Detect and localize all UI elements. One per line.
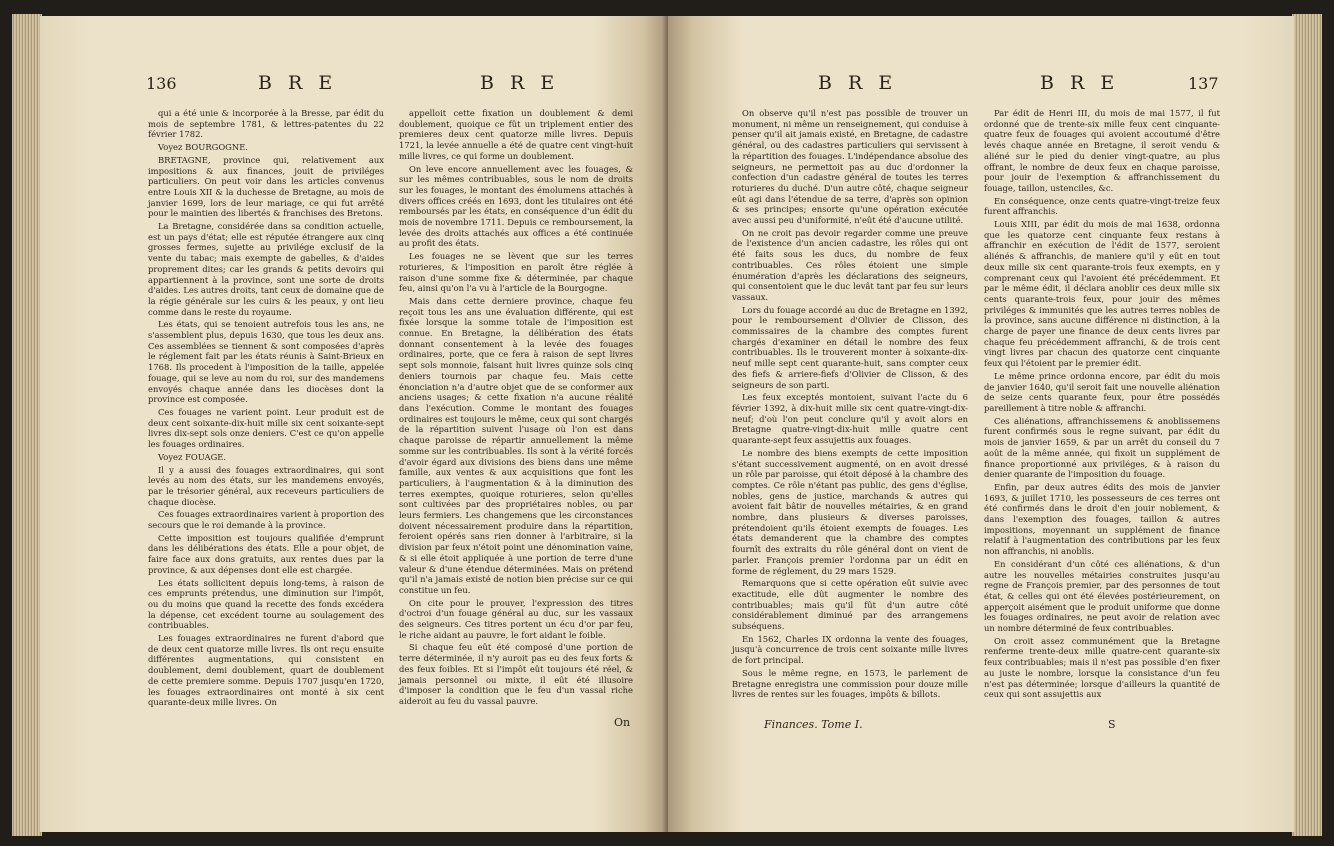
paragraph: En 1562, Charles IX ordonna la vente des fouages, jusqu'à concurrence de trois cent soixante mille livres de fort principal. [732, 633, 968, 666]
paragraph: On leve encore annuellement avec les fouages, & sur les mêmes contribuables, sous le nom de droits sur les fouages, le montant des émolumens attachés à divers offices créés en 1693, dont les titulaires ont été remboursés par les états, en conséquence d'un édit du mois de novembre 1711. Depuis ce remboursement, la levée des droits attachés aux offices a été continuée au profit des états. [399, 163, 633, 249]
paragraph: Voyez FOUAGE. [158, 451, 227, 462]
paragraph: Le même prince ordonna encore, par édit du mois de janvier 1640, qu'il seroit fait une nouvelle aliénation de seize cents quarante feux, pour être possédés pareillement à titre noble & affranchi. [984, 370, 1220, 413]
text-column-1 [148, 108, 384, 710]
paragraph: Enfin, par deux autres édits des mois de janvier 1693, & juillet 1710, les possesseurs de ces terres ont été confirmés dans le droit d'en jouir noblement, & dans l'exemption des fouages, taillon & autres impositions, moyennant un supplément de finance relatif à l'augmentation des contributions par les feux non affranchis, ni anoblis. [984, 481, 1220, 557]
running-head: B R E [818, 72, 898, 94]
paragraph: appelloit cette fixation un doublement & demi doublement, quoique ce fût un triplement entier des premieres deux cent quatorze mille livres. Depuis 1721, la levée annuelle a été de quatre cent vingt-huit mille livres, ce qui forme un doublement. [399, 108, 633, 161]
paragraph: Les états, qui se tenoient autrefois tous les ans, ne s'assemblent plus, depuis 1630, que tous les deux ans. Ces assemblées se tiennent & sont composées d'après le réglement fait par les états réunis à Saint-Brieux en 1768. Ils procedent à l'imposition de la taille, appelée fouage, qui se leve au nom du roi, sur des mandemens envoyés chaque année dans les diocèses dont la province est composée. [148, 319, 384, 405]
running-head: B R E [480, 72, 560, 94]
running-head: B R E [1040, 72, 1120, 94]
page-edges-left [12, 14, 42, 836]
text-column-1 [732, 108, 968, 702]
volume-footer: Finances. Tome I. [764, 718, 863, 731]
paragraph: Cette imposition est toujours qualifiée d'emprunt dans les délibérations des états. Elle a pour objet, de faire face aux dons gratuits, aux rentes dues par la province, & aux dépenses dont elle est chargée. [148, 532, 384, 575]
paragraph: Remarquons que si cette opération eût suivie avec exactitude, elle dût augmenter le nombre des contribuables; mais qu'il fût d'un autre côté considérablement diminué par des arrangemens subséquens. [732, 578, 968, 632]
signature-mark: S [1108, 718, 1116, 731]
text-column-2 [399, 108, 633, 709]
left-page [40, 16, 668, 832]
paragraph: Louis XIII, par édit du mois de mai 1638, ordonna que les quatorze cent cinquante feux restans à affranchir en exécution de l'édit de 1577, seroient aliénés & affranchis, de maniere qu'il y eût en tout deux mille six cent quarante-trois feux exempts, en y comprenant ceux qui l'avoient été précédemment. Et par le même édit, il déclara anoblir ces deux mille six cents quarante-trois feux, pour jouir des mêmes priviléges & immunités que les autres terres nobles de la province, sans aucune différence ni distinction, à la charge de payer une finance de deux cents livres par chaque feu précédemment affranchi, & de trois cent vingt livres par chacun des quatorze cent cinquante feux qui l'étoient par le premier édit. [984, 219, 1220, 369]
paragraph: On ne croit pas devoir regarder comme une preuve de l'existence d'un ancien cadastre, les rôles qui ont été faits sous les ducs, du nombre de feux contribuables. Ces rôles étoient une simple énumération d'après les déclarations des seigneurs, qui consentoient que le duc levât tant par feu sur leurs vassaux. [732, 227, 968, 302]
running-head: B R E [258, 72, 338, 94]
paragraph: Voyez BOURGOGNE. [158, 142, 248, 153]
paragraph: Ces fouages ne varient point. Leur produit est de deux cent soixante-dix-huit mille six cent soixante-sept livres dix-sept sols onze deniers. C'est ce qu'on appelle les fouages ordinaires. [148, 406, 384, 450]
paragraph: Les fouages ne se lèvent que sur les terres roturieres, & l'imposition en paroît être réglée à raison d'une somme fixe & déterminée, par chaque feu, ainsi qu'on l'a vu à l'article de la Bourgogne. [399, 251, 633, 294]
catchword: On [614, 716, 631, 729]
paragraph: En considérant d'un côté ces aliénations, & d'un autre les nouvelles métairies construites jusqu'au regne de François premier, par des personnes de tout état, & celles qui ont été élevées postérieurement, on apperçoit aisément que le produit uniforme que donne les fouages ordinaires, ne peut avoir de relation avec un nombre déterminé de feux contribuables. [984, 558, 1220, 634]
paragraph: Ces aliénations, affranchissemens & anoblissemens furent confirmés sous le regne suivant, par édit du mois de janvier 1659, & par un arrêt du conseil du 7 août de la même année, qui fixoit un supplément de finance proportionné aux priviléges, & à raison du denier quarante de l'imposition du fouage. [984, 415, 1220, 480]
paragraph: On croit assez communément que la Bretagne renferme trente-deux mille quatre-cent quarante-six feux contribuables; mais il n'est pas possible d'en fixer au juste le nombre, lorsque la consistance d'un feu n'est pas déterminée; lorsque d'ailleurs la quantité de ceux qui sont assujettis aux [984, 635, 1220, 700]
paragraph: qui a été unie & incorporée à la Bresse, par édit du mois de septembre 1781, & lettres-patentes du 22 février 1782. [148, 108, 384, 140]
paragraph: Les états sollicitent depuis long-tems, à raison de ces emprunts prétendus, une diminution sur l'impôt, ou du moins que quand la recette des fonds excédera la dépense, cet excédent tourne au soulagement des contribuables. [148, 577, 384, 631]
paragraph: Mais dans cette derniere province, chaque feu reçoit tous les ans une évaluation différente, qui est fixée lorsque la somme totale de l'imposition est connue. En Bretagne, la délibération des états donnant consentement à la levée des fouages ordinaires, porte, que ce fera à raison de sept livres sept sols monnoie, faisant huit livres quinze sols cinq deniers tournois par chaque feu. Mais cette énonciation n'a d'autre objet que de se conformer aux anciens usages; & cette fixation n'a aucune réalité dans l'exécution. Comme le montant des fouages ordinaires est toujours le même, ceux qui sont chargés de la répartition suivent l'usage où l'on est dans chaque paroisse de répartir annuellement la même somme sur les contribuables. Ils sont à la vérité forcés d'avoir égard aux divisions des biens dans une même famille, aux ventes & aux acquisitions que font les particuliers, à l'augmentation & à la diminution des terres exemptes, quoique roturieres, selon qu'elles sont cultivées par des propriétaires nobles, ou par leurs fermiers. Les changemens que les circonstances doivent nécessairement produire dans la répartition, feroient opérés sans rien donner à l'arbitraire, si la division par feux n'étoit point une dénomination vaine, & si elle étoit appliquée à une portion de terre d'une valeur & d'une étendue déterminées. Mais on prétend qu'il n'a jamais existé de notion bien précise sur ce qui constitue un feu. [399, 295, 633, 595]
paragraph: Ces fouages extraordinaires varient à proportion des secours que le roi demande à la province. [148, 509, 384, 531]
paragraph: Sous le même regne, en 1573, le parlement de Bretagne enregistra une commission pour douze mille livres de rentes sur les fouages, impôts & billots. [732, 667, 968, 700]
paragraph: Le nombre des biens exempts de cette imposition s'étant successivement augmenté, on en avoit dressé un rôle par paroisse, qui étoit déposé à la chambre des comptes. Ce rôle n'étant pas public, des gens d'église, nobles, gens de justice, marchands & autres qui avoient fait bâtir de nouvelles métairies, & en grand nombre, dans plusieurs & diverses paroisses, prétendoient qu'ils étoient exempts de fouages. Les états demanderent que la chambre des comptes fournît des extraits du rôle général dont on vient de parler. François premier l'ordonna par un édit en forme de réglement, du 29 mars 1529. [732, 447, 968, 576]
page-edges-right [1292, 14, 1322, 836]
page-number: 137 [1188, 74, 1219, 93]
paragraph: On cite pour le prouver, l'expression des titres d'octroi d'un fouage général au duc, sur les vassaux des seigneurs. Ces titres portent un écu d'or par feu, le riche aidant au pauvre, le fort aidant le foible. [399, 597, 633, 640]
paragraph: La Bretagne, considérée dans sa condition actuelle, est un pays d'état; elle est réputée étrangere aux cinq grosses fermes, sujette au privilége exclusif de la vente du tabac; mais exempte de gabelles, & d'aides proprement dites; car les grands & petits devoirs qui appartiennent à la province, sont une sorte de droits d'aides. Les autres droits, tant ceux de domaine que de la régie générale sur les cuirs & les peaux, y ont lieu comme dans le reste du royaume. [148, 221, 384, 317]
paragraph: Les feux exceptés montoient, suivant l'acte du 6 février 1392, à dix-huit mille six cent quatre-vingt-dix-neuf; d'où l'on peut conclure qu'il y avoit alors en Bretagne quatre-vingt-dix-huit mille quatre cent quarante-sept feux assujettis aux fouages. [732, 392, 968, 446]
paragraph: Il y a aussi des fouages extraordinaires, qui sont levés au nom des états, sur les mandemens envoyés, par le trésorier général, aux receveurs particuliers de chaque diocèse. [148, 464, 384, 507]
paragraph: En conséquence, onze cents quatre-vingt-treize feux furent affranchis. [984, 195, 1220, 217]
paragraph: BRETAGNE, province qui, relativement aux impositions & aux finances, jouit de priviléges particuliers. On peut voir dans les articles convenus entre Louis XII & la duchesse de Bretagne, au mois de janvier 1699, lors de leur mariage, ce qui fut arrêté pour le maintien des libertés & franchises des Bretons. [148, 154, 384, 219]
paragraph: Les fouages extraordinaires ne furent d'abord que de deux cent quatorze mille livres. Ils ont reçu ensuite différentes augmentations, qui consistent en doublement, demi doublement, quart de doublement de cette premiere somme. Depuis 1707 jusqu'en 1720, les fouages extraordinaires ont monté à six cent quarante-deux mille livres. On [148, 633, 384, 708]
paragraph: Si chaque feu eût été composé d'une portion de terre déterminée, il n'y auroit pas eu des feux forts & des feux foibles. Et si l'impôt eût toujours été réel, & jamais personnel ou mixte, il eût été illusoire d'imposer la condition que le feu d'un vassal riche aideroit au feu du vassal pauvre. [399, 642, 633, 706]
page-number: 136 [146, 74, 177, 93]
paragraph: Lors du fouage accordé au duc de Bretagne en 1392, pour le remboursement d'Olivier de Clisson, des commissaires de la chambre des comptes furent chargés d'examiner en détail le nombre des feux contribuables. Ils le trouverent monter à soixante-dix-neuf mille sept cent quarante-huit, sans compter ceux des fiefs & arriere-fiefs d'Olivier de Clisson, & des seigneurs de son parti. [732, 304, 968, 390]
paragraph: Par édit de Henri III, du mois de mai 1577, il fut ordonné que de trente-six mille feux cent cinquante-quatre feux de fouages qui avoient accoutumé d'être levés chaque année en Bretagne, il seroit vendu & aliéné sur le pied du denier vingt-quatre, au plus offrant, le nombre de deux feux en chaque paroisse, pour jouir de l'exemption & affranchissement du fouage, taillon, ustenciles, &c. [984, 108, 1220, 193]
paragraph: On observe qu'il n'est pas possible de trouver un monument, ni même un renseignement, qui conduise à penser qu'il ait jamais existé, en Bretagne, de cadastre général, ou des cadastres particuliers qui servissent à la répartition des fouages. L'indépendance absolue des seigneurs, ne permettoit pas au duc d'ordonner la confection d'un cadastre général de toutes les terres roturieres du duché. D'un autre côté, chaque seigneur eût agi dans l'étendue de sa terre, d'après son opinion & ses principes; ensorte qu'une opération exécutée avec aussi peu d'uniformité, n'eût été d'aucune utilité. [732, 108, 968, 226]
text-column-2 [984, 108, 1220, 702]
right-page [668, 16, 1294, 832]
